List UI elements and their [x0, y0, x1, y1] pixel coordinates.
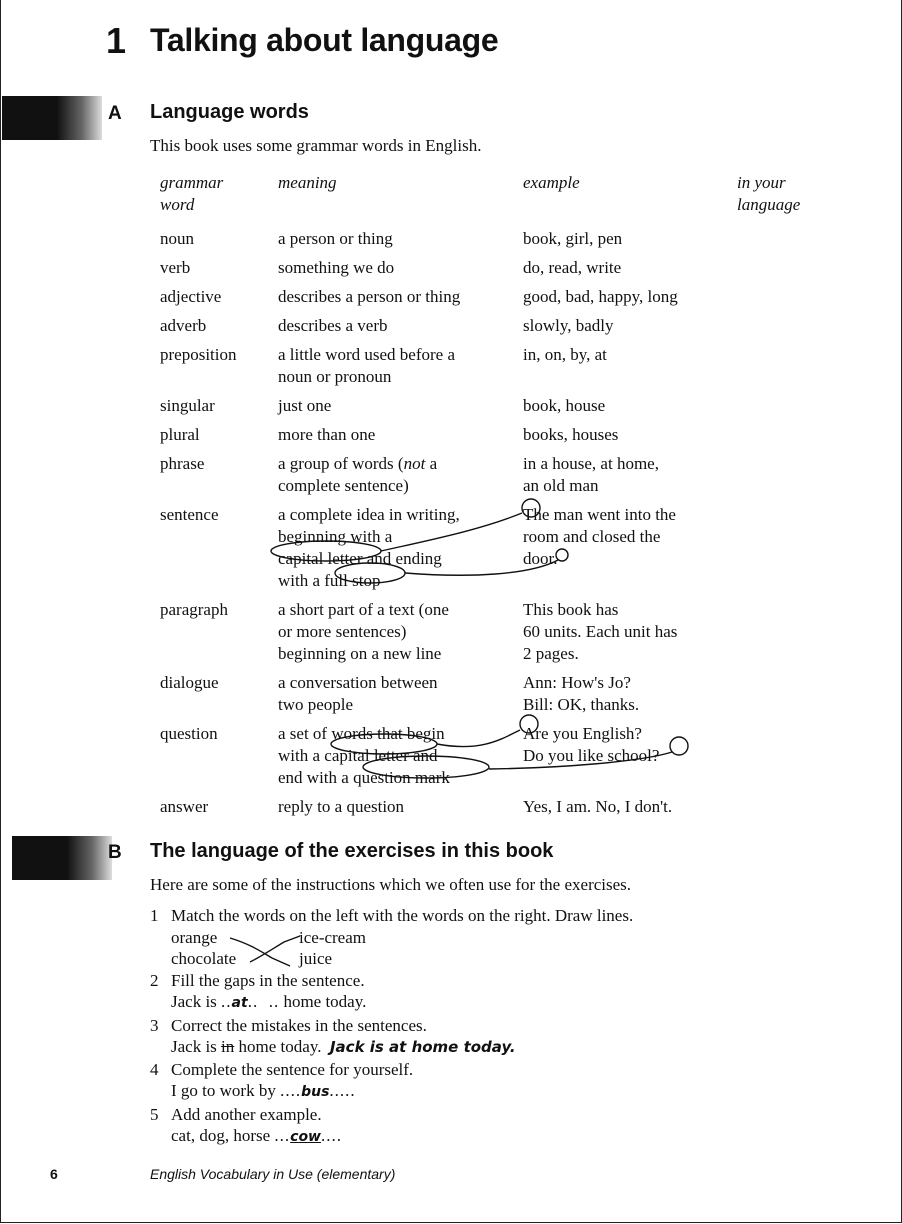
example: slowly, badly [523, 316, 614, 335]
item-example: I go to work by ....bus..... [171, 1081, 356, 1100]
example: book, house [523, 396, 606, 415]
example: good, bad, happy, long [523, 287, 678, 306]
grammar-word: adjective [160, 287, 222, 306]
handwritten-correction: Jack is at home today. [329, 1038, 516, 1056]
item-instruction: Fill the gaps in the sentence. [171, 970, 365, 990]
grammar-word: noun [160, 229, 194, 248]
grammar-word: answer [160, 797, 209, 816]
col-header-grammar-word: grammar word [160, 173, 224, 214]
example: Ann: How's Jo? Bill: OK, thanks. [523, 673, 640, 714]
grammar-word: verb [160, 258, 191, 277]
table-row [160, 286, 837, 315]
handwritten-answer: bus [301, 1084, 330, 1100]
meaning: a short part of a text (one or more sentences) beginning on a new line [278, 600, 449, 663]
table-row [160, 723, 837, 796]
example: books, houses [523, 425, 619, 444]
grammar-words-table [160, 172, 837, 825]
meaning: a group of words (not a complete sentence) [278, 454, 438, 495]
list-item [150, 1015, 633, 1059]
example: in, on, by, at [523, 345, 607, 364]
match-right-word: juice [299, 949, 333, 968]
meaning: describes a verb [278, 316, 388, 335]
grammar-word: paragraph [160, 600, 228, 619]
section-a-marker [2, 96, 102, 140]
example: Are you English? Do you like school? [523, 724, 660, 765]
meaning: just one [278, 396, 332, 415]
item-number: 4 [150, 1059, 159, 1079]
section-b-letter: B [108, 842, 122, 863]
list-item [150, 970, 633, 1015]
match-left-word: chocolate [171, 949, 237, 968]
item-number: 3 [150, 1015, 159, 1035]
grammar-word: dialogue [160, 673, 219, 692]
col-header-in-your-language: in your language [737, 173, 801, 214]
item-instruction: Add another example. [171, 1104, 322, 1124]
grammar-word: phrase [160, 454, 205, 473]
item-number: 2 [150, 970, 159, 990]
table-row [160, 228, 837, 257]
handwritten-answer: cow [290, 1129, 321, 1145]
section-b-marker [12, 836, 112, 880]
item-example: Jack is ..at.. .. home today. [171, 992, 367, 1011]
meaning: a complete idea in writing, beginning with a capital letter and ending with a full stop [278, 505, 460, 590]
grammar-word: preposition [160, 345, 237, 364]
table-row [160, 424, 837, 453]
list-item [150, 1104, 633, 1149]
example: The man went into the room and closed the door. [523, 505, 676, 568]
meaning: a set of words that begin with a capital letter and end with a question mark [278, 724, 450, 787]
footer-book-title: English Vocabulary in Use (elementary) [150, 1166, 396, 1182]
example: in a house, at home, an old man [523, 454, 659, 495]
in-your-language [737, 599, 837, 672]
in-your-language [737, 315, 837, 344]
table-row [160, 344, 837, 395]
item-example: Jack is in home today. Jack is at home today. [171, 1037, 516, 1056]
in-your-language [737, 228, 837, 257]
meaning: describes a person or thing [278, 287, 461, 306]
item-instruction: Complete the sentence for yourself. [171, 1059, 414, 1079]
grammar-word: plural [160, 425, 200, 444]
meaning: a little word used before a noun or pronoun [278, 345, 456, 386]
in-your-language [737, 257, 837, 286]
section-b-heading: The language of the exercises in this book [150, 840, 554, 862]
table-row [160, 504, 837, 599]
grammar-word: adverb [160, 316, 207, 335]
meaning: something we do [278, 258, 395, 277]
col-header-meaning: meaning [278, 173, 337, 192]
exercise-list [150, 905, 633, 1149]
in-your-language [737, 672, 837, 723]
unit-number: 1 [106, 20, 127, 61]
list-item [150, 905, 633, 970]
example: This book has 60 units. Each unit has 2 pages. [523, 600, 678, 663]
example: do, read, write [523, 258, 622, 277]
grammar-word: sentence [160, 505, 219, 524]
grammar-word: question [160, 724, 218, 743]
section-b-intro: Here are some of the instructions which we often use for the exercises. [150, 875, 632, 894]
struck-word: in [221, 1037, 235, 1056]
match-left-word: orange [171, 927, 218, 947]
table-row [160, 599, 837, 672]
in-your-language [737, 344, 837, 395]
item-instruction: Match the words on the left with the words on the right. Draw lines. [171, 906, 634, 925]
item-number: 5 [150, 1104, 159, 1124]
in-your-language [737, 395, 837, 424]
meaning: reply to a question [278, 797, 405, 816]
in-your-language [737, 424, 837, 453]
table-row [160, 796, 837, 825]
item-number: 1 [150, 906, 159, 925]
table-row [160, 453, 837, 504]
meaning: more than one [278, 425, 376, 444]
meaning: a person or thing [278, 229, 393, 248]
grammar-word: singular [160, 396, 215, 415]
meaning: a conversation between two people [278, 673, 438, 714]
table-row [160, 672, 837, 723]
example: Yes, I am. No, I don't. [523, 797, 673, 816]
section-a-intro: This book uses some grammar words in English. [150, 136, 482, 155]
table-header-row [160, 172, 837, 228]
example: book, girl, pen [523, 229, 623, 248]
in-your-language [737, 453, 837, 504]
section-a-letter: A [108, 103, 122, 124]
item-example: cat, dog, horse ...cow.... [171, 1126, 342, 1145]
list-item [150, 1059, 633, 1104]
unit-title: Talking about language [150, 22, 499, 58]
table-row [160, 395, 837, 424]
table-row [160, 257, 837, 286]
in-your-language [737, 723, 837, 796]
page-number: 6 [50, 1166, 58, 1182]
item-instruction: Correct the mistakes in the sentences. [171, 1015, 427, 1035]
in-your-language [737, 504, 837, 599]
col-header-example: example [523, 173, 580, 192]
match-right-word: ice-cream [299, 927, 366, 947]
in-your-language [737, 796, 837, 825]
handwritten-answer: at [231, 995, 248, 1011]
table-row [160, 315, 837, 344]
in-your-language [737, 286, 837, 315]
section-a-heading: Language words [150, 101, 309, 123]
